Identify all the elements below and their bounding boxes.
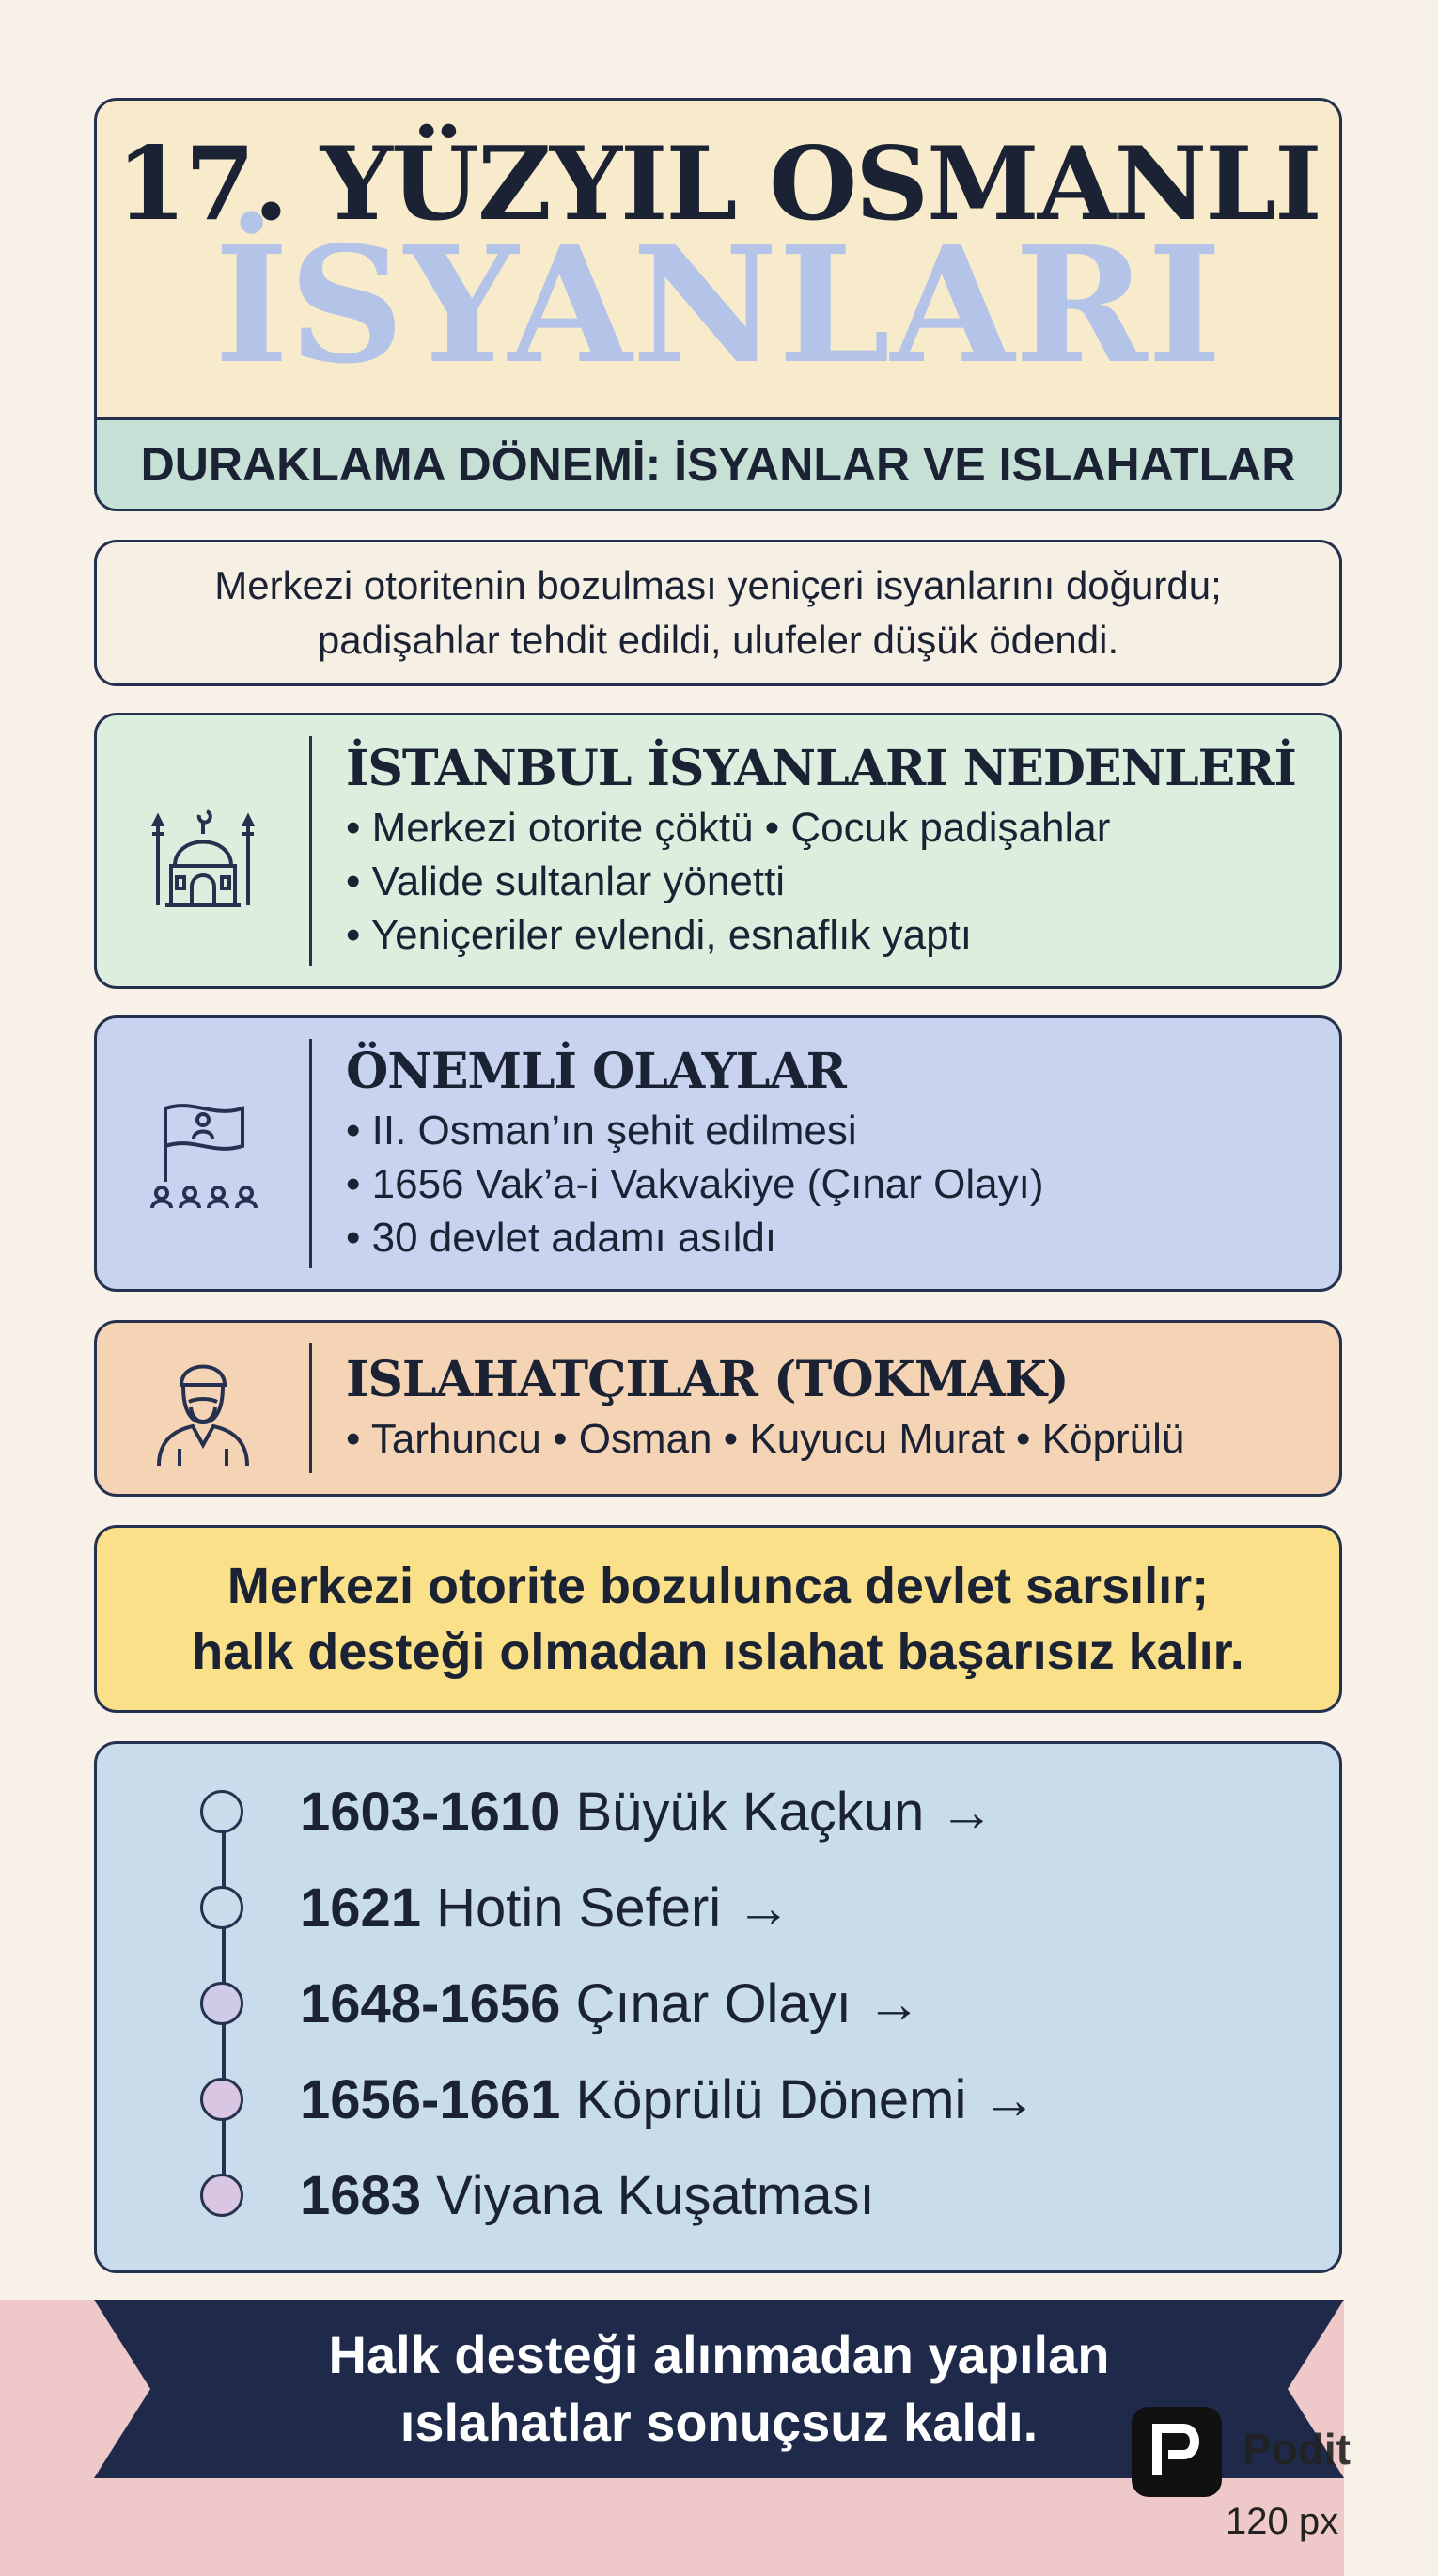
section-line: • Tarhuncu • Osman • Kuyucu Murat • Köprülü: [346, 1416, 1185, 1462]
section-line: • II. Osman’ın şehit edilmesi: [346, 1107, 857, 1154]
section-line: • Yeniçeriler evlendi, esnaflık yaptı: [346, 912, 973, 958]
section-line: • 30 devlet adamı asıldı: [346, 1215, 777, 1261]
causes-card: [94, 713, 1342, 989]
events-card: [94, 1015, 1342, 1292]
reformers-card: [94, 1320, 1342, 1497]
intro-line-1: Merkezi otoritenin bozulması yeniçeri isyanlarını doğurdu;: [214, 563, 1222, 607]
timeline-dot: [200, 2078, 243, 2121]
flag-crowd-icon: [97, 1018, 309, 1289]
timeline-year: 1648-1656: [300, 1972, 561, 2034]
footer-line-1: Halk desteği alınmadan yapılan: [328, 2325, 1110, 2384]
watermark-text: Podit: [1243, 2425, 1351, 2474]
timeline-dot: [200, 1886, 243, 1929]
timeline-item: [200, 2068, 1037, 2130]
timeline-item: [200, 1781, 994, 1843]
timeline-text: [300, 2164, 875, 2227]
intro-line-2: padişahlar tehdit edildi, ulufeler düşük ödendi.: [317, 618, 1119, 662]
timeline-text: [300, 1972, 921, 2035]
timeline-year: 1621: [300, 1877, 422, 1939]
mosque-icon: [97, 715, 309, 986]
timeline-year: 1656-1661: [300, 2068, 561, 2130]
timeline-dot: [200, 2174, 243, 2217]
timeline-year: 1683: [300, 2164, 422, 2226]
highlight-line-2: halk desteği olmadan ıslahat başarısız kalır.: [192, 1624, 1244, 1680]
footer-line-2: ıslahatlar sonuçsuz kaldı.: [399, 2393, 1039, 2452]
timeline-dot: [200, 1790, 243, 1833]
timeline-text: [300, 1781, 993, 1844]
page-title-accent: İSYANLARI: [213, 212, 1223, 400]
timeline-year: 1603-1610: [300, 1781, 561, 1843]
section-line: • Valide sultanlar yönetti: [346, 858, 786, 904]
title-card: [94, 98, 1342, 511]
section-line: • Merkezi otorite çöktü • Çocuk padişahlar: [346, 805, 1111, 851]
page-subtitle: DURAKLAMA DÖNEMİ: İSYANLAR VE ISLAHATLAR: [97, 417, 1339, 509]
timeline-item: [200, 1972, 921, 2034]
timeline-text: [300, 2068, 1037, 2131]
timeline-label: Çınar Olayı →: [575, 1972, 921, 2034]
page-title: 17. YÜZYIL OSMANLI: [116, 125, 1321, 243]
timeline-label: Büyük Kaçkun →: [575, 1781, 994, 1843]
timeline-dot: [200, 1982, 243, 2025]
timeline-text: [300, 1877, 790, 1940]
timeline-item: [200, 1877, 791, 1939]
timeline-card: [94, 1741, 1342, 2273]
timeline-label: Viyana Kuşatması: [436, 2164, 875, 2226]
section-line: • 1656 Vak’a-i Vakvakiye (Çınar Olayı): [346, 1161, 1044, 1207]
section-title: ÖNEMLİ OLAYLAR: [346, 1043, 846, 1100]
section-title: İSTANBUL İSYANLARI NEDENLERİ: [346, 740, 1296, 797]
bearded-man-icon: [97, 1323, 309, 1494]
highlight-card: [94, 1525, 1342, 1713]
timeline-item: [200, 2164, 875, 2226]
size-label: 120 px: [1226, 2501, 1339, 2542]
highlight-line-1: Merkezi otorite bozulunca devlet sarsılır;: [227, 1558, 1210, 1614]
timeline-label: Köprülü Dönemi →: [575, 2068, 1037, 2130]
timeline-label: Hotin Seferi →: [436, 1877, 791, 1939]
section-title: ISLAHATÇILAR (TOKMAK): [346, 1351, 1069, 1408]
logo-icon: [1132, 2407, 1222, 2497]
intro-card: [94, 540, 1342, 686]
